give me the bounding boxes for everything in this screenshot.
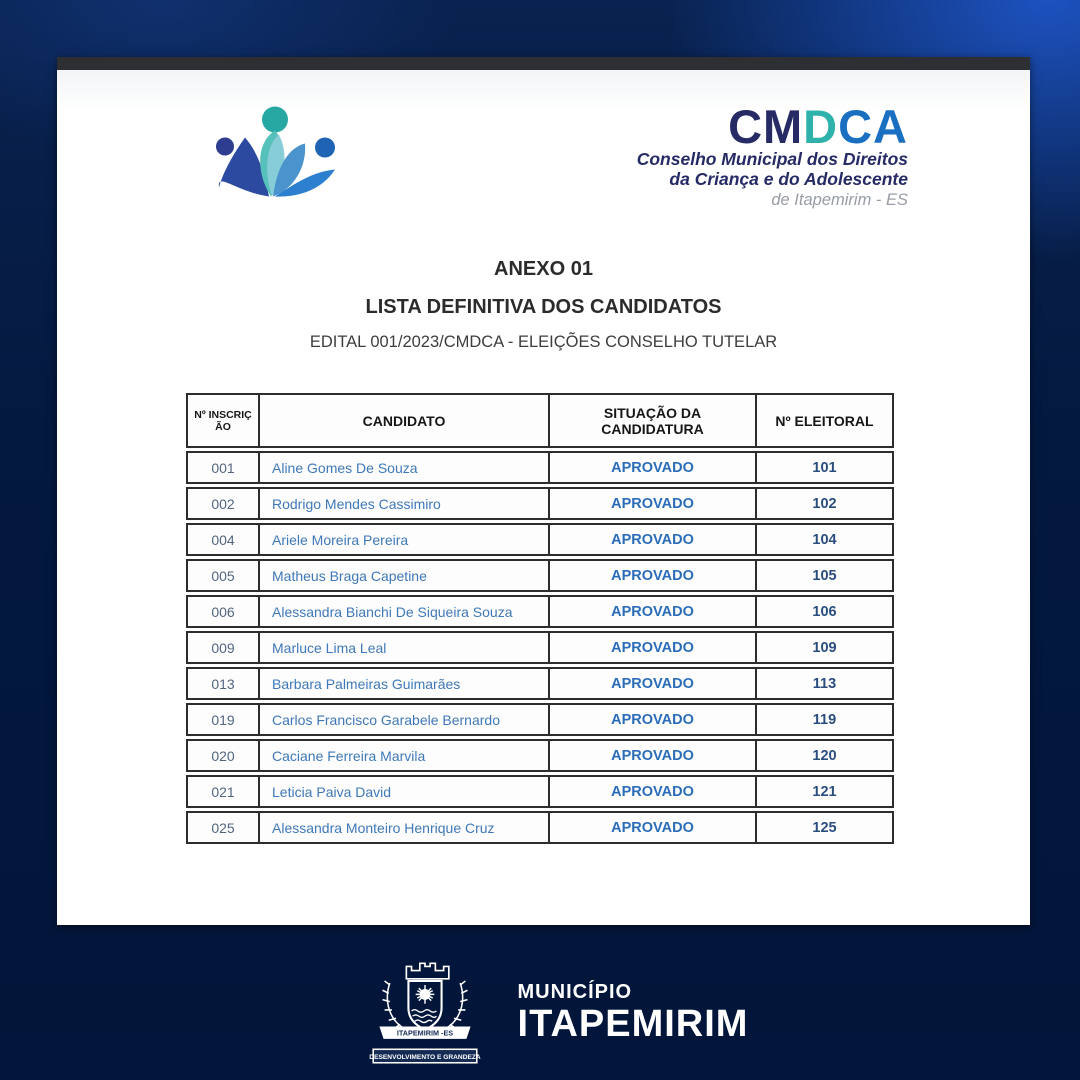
row-candidato: Alessandra Bianchi De Siqueira Souza bbox=[258, 597, 548, 626]
row-eleitoral: 120 bbox=[755, 741, 892, 770]
row-candidato: Ariele Moreira Pereira bbox=[258, 525, 548, 554]
table-row bbox=[186, 595, 894, 628]
row-candidato: Caciane Ferreira Marvila bbox=[258, 741, 548, 770]
list-title: LISTA DEFINITIVA DOS CANDIDATOS bbox=[365, 296, 722, 318]
row-candidato: Barbara Palmeiras Guimarães bbox=[258, 669, 548, 698]
row-candidato: Matheus Braga Capetine bbox=[258, 561, 548, 590]
cmdca-part-ca: CA bbox=[838, 100, 908, 153]
cmdca-part-d: D bbox=[803, 100, 839, 153]
cmdca-part-cm: CM bbox=[728, 100, 804, 153]
row-eleitoral: 106 bbox=[755, 597, 892, 626]
table-body bbox=[186, 451, 894, 844]
document-page bbox=[57, 57, 1030, 925]
row-situacao: APROVADO bbox=[548, 777, 755, 806]
edital-subtitle: EDITAL 001/2023/CMDCA - ELEIÇÕES CONSELHO TUTELAR bbox=[309, 333, 778, 351]
table-row bbox=[186, 667, 894, 700]
crest-banner-text: ITAPEMIRIM -ES bbox=[396, 1028, 453, 1038]
row-inscricao: 002 bbox=[211, 495, 235, 512]
people-group-logo-icon bbox=[209, 97, 349, 202]
row-candidato: Aline Gomes De Souza bbox=[258, 453, 548, 482]
itapemirim-coat-of-arms-icon bbox=[362, 954, 488, 1070]
row-situacao: APROVADO bbox=[548, 741, 755, 770]
row-inscricao: 006 bbox=[211, 603, 235, 620]
row-candidato: Marluce Lima Leal bbox=[258, 633, 548, 662]
row-situacao: APROVADO bbox=[548, 561, 755, 590]
row-eleitoral: 119 bbox=[755, 705, 892, 734]
row-situacao: APROVADO bbox=[548, 669, 755, 698]
row-candidato: Leticia Paiva David bbox=[258, 777, 548, 806]
row-eleitoral: 121 bbox=[755, 777, 892, 806]
header-inscricao: Nº INSCRIÇÃO bbox=[194, 408, 252, 433]
header-situacao: SITUAÇÃO DA CANDIDATURA bbox=[548, 395, 755, 446]
row-inscricao: 004 bbox=[211, 531, 235, 548]
row-inscricao: 020 bbox=[211, 747, 235, 764]
row-situacao: APROVADO bbox=[548, 633, 755, 662]
row-situacao: APROVADO bbox=[548, 489, 755, 518]
table-row bbox=[186, 703, 894, 736]
row-situacao: APROVADO bbox=[548, 453, 755, 482]
row-inscricao: 025 bbox=[211, 819, 235, 836]
municipality-wordmark bbox=[518, 982, 749, 1043]
cmdca-brand-block bbox=[636, 100, 908, 211]
brand-line-2: da Criança e do Adolescente bbox=[669, 169, 908, 189]
header-candidato: CANDIDATO bbox=[258, 395, 548, 446]
table-row bbox=[186, 451, 894, 484]
row-inscricao: 009 bbox=[211, 639, 235, 656]
row-eleitoral: 102 bbox=[755, 489, 892, 518]
row-eleitoral: 109 bbox=[755, 633, 892, 662]
row-inscricao: 021 bbox=[211, 783, 235, 800]
municipio-label: MUNICÍPIO bbox=[517, 980, 633, 1003]
row-eleitoral: 125 bbox=[755, 813, 892, 842]
row-situacao: APROVADO bbox=[548, 597, 755, 626]
row-candidato: Carlos Francisco Garabele Bernardo bbox=[258, 705, 548, 734]
row-eleitoral: 101 bbox=[755, 453, 892, 482]
header-eleitoral: Nº ELEITORAL bbox=[755, 395, 892, 446]
table-row bbox=[186, 523, 894, 556]
row-eleitoral: 113 bbox=[755, 669, 892, 698]
row-situacao: APROVADO bbox=[548, 813, 755, 842]
itapemirim-label: ITAPEMIRIM bbox=[517, 1002, 749, 1045]
footer bbox=[0, 952, 1080, 1072]
row-situacao: APROVADO bbox=[548, 705, 755, 734]
row-candidato: Rodrigo Mendes Cassimiro bbox=[258, 489, 548, 518]
row-eleitoral: 104 bbox=[755, 525, 892, 554]
table-row bbox=[186, 487, 894, 520]
row-inscricao: 013 bbox=[211, 675, 235, 692]
brand-line-3: de Itapemirim - ES bbox=[771, 191, 908, 209]
row-inscricao: 001 bbox=[211, 459, 235, 476]
brand-line-1: Conselho Municipal dos Direitos bbox=[636, 149, 908, 169]
crest-motto-text: DESENVOLVIMENTO E GRANDEZA bbox=[368, 1054, 481, 1062]
row-inscricao: 005 bbox=[211, 567, 235, 584]
cmdca-acronym bbox=[637, 100, 908, 153]
table-header-row bbox=[186, 393, 894, 448]
table-row bbox=[186, 811, 894, 844]
anexo-title: ANEXO 01 bbox=[494, 258, 593, 280]
row-inscricao: 019 bbox=[211, 711, 235, 728]
row-candidato: Alessandra Monteiro Henrique Cruz bbox=[258, 813, 548, 842]
candidates-table bbox=[186, 393, 894, 844]
row-eleitoral: 105 bbox=[755, 561, 892, 590]
table-row bbox=[186, 631, 894, 664]
row-situacao: APROVADO bbox=[548, 525, 755, 554]
table-row bbox=[186, 559, 894, 592]
page-top-edge bbox=[57, 57, 1030, 70]
table-row bbox=[186, 739, 894, 772]
table-row bbox=[186, 775, 894, 808]
